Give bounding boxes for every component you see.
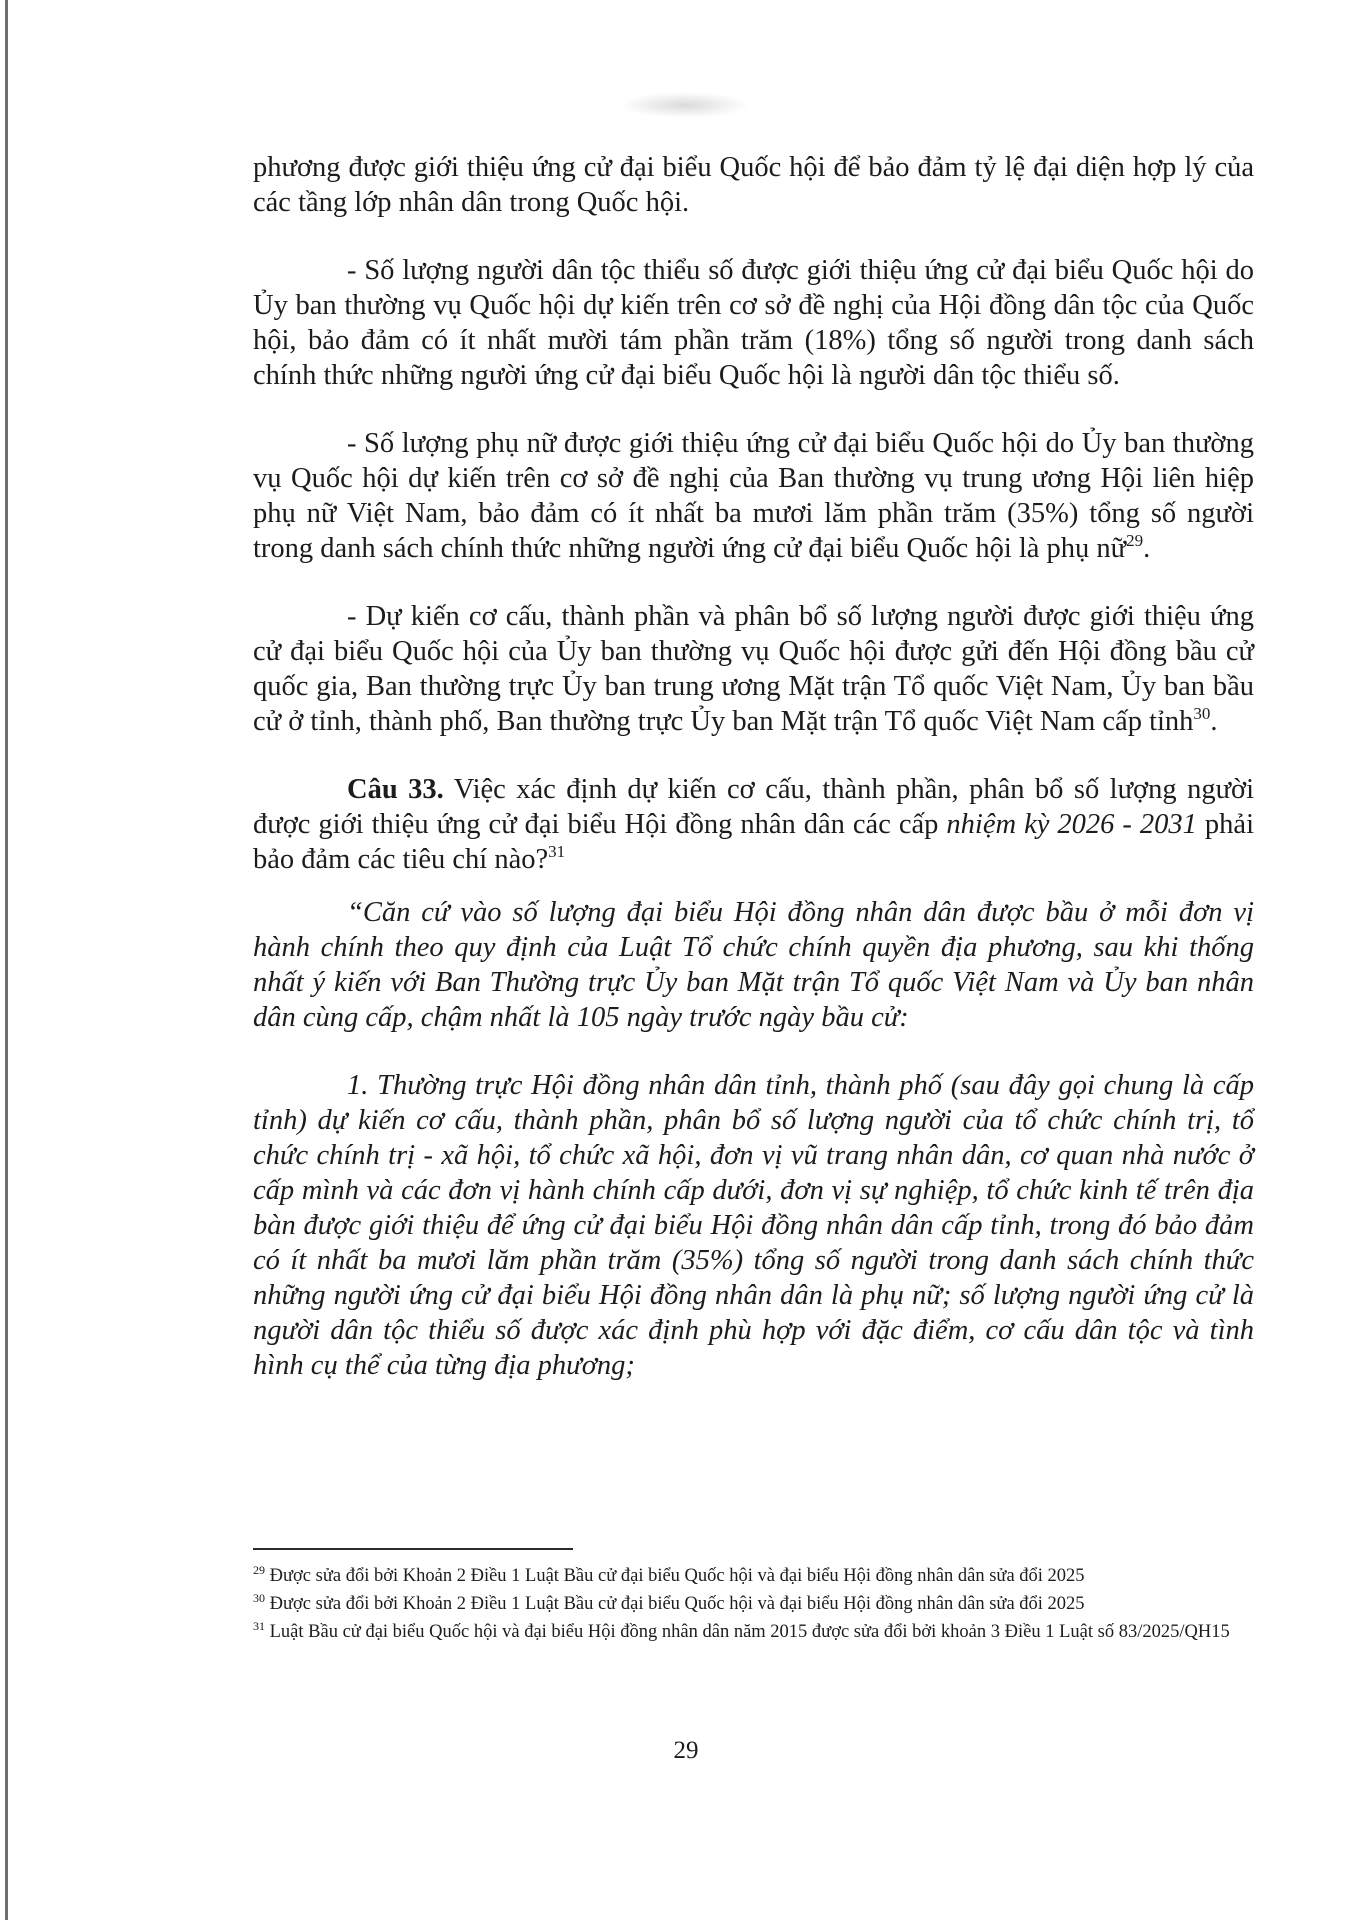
- quote-text: “Căn cứ vào số lượng đại biểu Hội đồng nhân dân được bầu ở mỗi đơn vị hành chính theo quy định của Luật Tổ chức chính quyền địa phương, sau khi thống nhất ý kiến với Ban Thường trực Ủy ban Mặt trận Tổ quốc Việt Nam và Ủy ban nhân dân cùng cấp, chậm nhất là 105 ngày trước ngày bầu cử:: [253, 897, 1254, 1033]
- paragraph-text: - Số lượng người dân tộc thiểu số được giới thiệu ứng cử đại biểu Quốc hội do Ủy ban thường vụ Quốc hội dự kiến trên cơ sở đề nghị của Hội đồng dân tộc của Quốc hội, bảo đảm có ít nhất mười tám phần trăm (18%) tổng số người trong danh sách chính thức những người ứng cử đại biểu Quốc hội là người dân tộc thiểu số.: [253, 255, 1254, 391]
- question-label: Câu 33.: [347, 774, 444, 805]
- quote-intro: [253, 895, 1254, 1035]
- footnote-divider: [253, 1548, 573, 1550]
- quote-text: 1. Thường trực Hội đồng nhân dân tỉnh, thành phố (sau đây gọi chung là cấp tỉnh) dự kiến cơ cấu, thành phần, phân bổ số lượng người của tổ chức chính trị, tổ chức chính trị - xã hội, tổ chức xã hội, đơn vị vũ trang nhân dân, cơ quan nhà nước ở cấp mình và các đơn vị hành chính cấp dưới, đơn vị sự nghiệp, tổ chức kinh tế trên địa bàn được giới thiệu để ứng cử đại biểu Hội đồng nhân dân cấp tỉnh, trong đó bảo đảm có ít nhất ba mươi lăm phần trăm (35%) tổng số người trong danh sách chính thức những người ứng cử đại biểu Hội đồng nhân dân là phụ nữ; số lượng người ứng cử là người dân tộc thiểu số được xác định phù hợp với đặc điểm, cơ cấu dân tộc và tình hình cụ thể của từng địa phương;: [253, 1070, 1254, 1381]
- footnotes: [253, 1564, 1254, 1648]
- footnote-number: 31: [253, 1619, 265, 1633]
- question-33: [253, 772, 1254, 877]
- question-term: nhiệm kỳ 2026 - 2031: [946, 809, 1197, 840]
- paragraph-end: .: [1210, 706, 1218, 737]
- question-text: Việc xác định dự kiến cơ cấu, thành phần, phân bổ số lượng người được giới thiệu ứng cử đại biểu Hội đồng nhân dân các cấp: [253, 774, 1255, 840]
- footnote-text: Luật Bầu cử đại biểu Quốc hội và đại biểu Hội đồng nhân dân năm 2015 được sửa đổi bởi khoản 3 Điều 1 Luật số 83/2025/QH15: [265, 1622, 1230, 1642]
- footnote-ref-30[interactable]: 30: [1193, 704, 1211, 723]
- paragraph-text: phương được giới thiệu ứng cử đại biểu Quốc hội để bảo đảm tỷ lệ đại diện hợp lý của các tầng lớp nhân dân trong Quốc hội.: [253, 152, 1254, 218]
- footnote-number: 29: [253, 1563, 265, 1577]
- footnote-29: [253, 1564, 1254, 1588]
- footnote-text: Được sửa đổi bởi Khoản 2 Điều 1 Luật Bầu cử đại biểu Quốc hội và đại biểu Hội đồng nhân dân sửa đổi 2025: [265, 1566, 1085, 1586]
- paragraph-ethnic-minority: [253, 253, 1254, 393]
- scan-left-border: [5, 0, 8, 1920]
- footnote-number: 30: [253, 1591, 265, 1605]
- footnote-text: Được sửa đổi bởi Khoản 2 Điều 1 Luật Bầu cử đại biểu Quốc hội và đại biểu Hội đồng nhân dân sửa đổi 2025: [265, 1594, 1085, 1614]
- paragraph-allocation: [253, 599, 1254, 739]
- paragraph-women: [253, 426, 1254, 566]
- footnote-ref-29[interactable]: 29: [1126, 531, 1144, 550]
- scan-smudge: [620, 92, 750, 118]
- footnote-31: [253, 1620, 1254, 1644]
- page-body: [253, 150, 1254, 1383]
- footnote-ref-31[interactable]: 31: [548, 842, 566, 861]
- paragraph-end: .: [1143, 533, 1151, 564]
- paragraph-text: - Dự kiến cơ cấu, thành phần và phân bổ số lượng người được giới thiệu ứng cử đại biểu Quốc hội của Ủy ban thường vụ Quốc hội được gửi đến Hội đồng bầu cử quốc gia, Ban thường trực Ủy ban trung ương Mặt trận Tổ quốc Việt Nam, Ủy ban bầu cử ở tỉnh, thành phố, Ban thường trực Ủy ban Mặt trận Tổ quốc Việt Nam cấp tỉnh: [253, 601, 1254, 737]
- paragraph-continuation: [253, 150, 1254, 220]
- paragraph-text: - Số lượng phụ nữ được giới thiệu ứng cử đại biểu Quốc hội do Ủy ban thường vụ Quốc hội dự kiến trên cơ sở đề nghị của Ban thường vụ trung ương Hội liên hiệp phụ nữ Việt Nam, bảo đảm có ít nhất ba mươi lăm phần trăm (35%) tổng số người trong danh sách chính thức những người ứng cử đại biểu Quốc hội là phụ nữ: [253, 428, 1254, 564]
- quote-item-1: [253, 1068, 1254, 1383]
- question-text-end: phải bảo đảm các tiêu chí nào?: [253, 809, 1254, 875]
- page-number: 29: [673, 1737, 699, 1764]
- footnote-30: [253, 1592, 1254, 1616]
